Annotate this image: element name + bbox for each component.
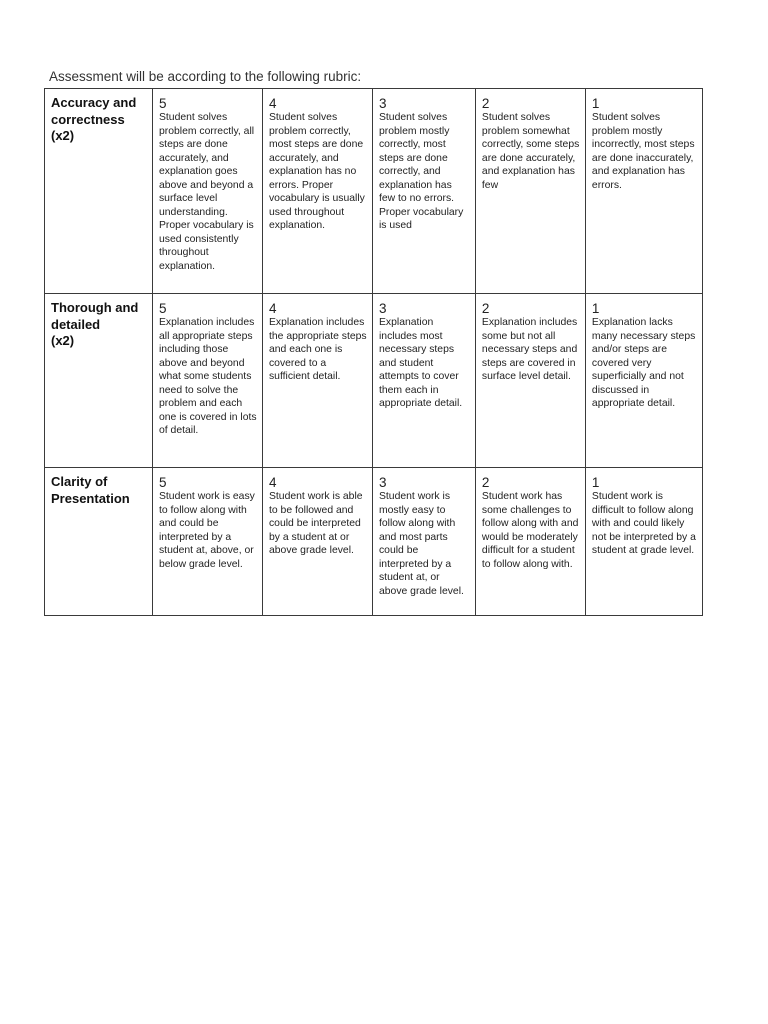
score-cell-4 — [262, 89, 372, 294]
score-value: 5 — [158, 96, 167, 111]
criterion-cell — [45, 468, 153, 616]
score-cell-4 — [262, 468, 372, 616]
rubric-row-clarity — [45, 468, 703, 616]
score-cell-5 — [152, 89, 262, 294]
rubric-table — [44, 88, 703, 616]
score-value: 2 — [481, 96, 490, 111]
criterion-cell — [45, 294, 153, 468]
score-value: 4 — [268, 301, 277, 316]
score-value: 3 — [378, 301, 387, 316]
score-description: Student work is able to be followed and could be interpreted by a student at or above grade level. — [268, 491, 363, 556]
score-cell-4 — [262, 294, 372, 468]
rubric-row-thorough — [45, 294, 703, 468]
score-description: Explanation includes all appropriate steps including those above and beyond what some students need to solve the problem and each one is covered in lots of detail. — [158, 317, 257, 436]
criterion-label: Thorough and detailed (x2) — [51, 300, 139, 348]
rubric-row-accuracy — [45, 89, 703, 294]
score-value: 2 — [481, 301, 490, 316]
score-description: Explanation includes the appropriate steps and each one is covered to a sufficient detail. — [268, 317, 367, 382]
score-value: 3 — [378, 475, 387, 490]
score-description: Student work has some challenges to follow along with and would be moderately difficult for a student to follow along with. — [481, 491, 579, 570]
score-value: 4 — [268, 475, 277, 490]
rubric-intro-text: Assessment will be according to the following rubric: — [49, 69, 362, 84]
score-cell-3 — [372, 294, 475, 468]
score-cell-2 — [475, 468, 585, 616]
score-cell-3 — [372, 468, 475, 616]
score-value: 1 — [591, 475, 600, 490]
score-description: Student work is difficult to follow along with and could likely not be interpreted by a student at grade level. — [591, 491, 696, 556]
score-description: Student work is easy to follow along with and could be interpreted by a student at, above, or below grade level. — [158, 491, 255, 570]
score-value: 4 — [268, 96, 277, 111]
score-value: 1 — [591, 96, 600, 111]
score-value: 5 — [158, 301, 167, 316]
score-cell-1 — [585, 89, 702, 294]
score-value: 5 — [158, 475, 167, 490]
score-description: Student work is mostly easy to follow along with and most parts could be interpreted by a student at, or above grade level. — [378, 491, 464, 597]
score-cell-5 — [152, 468, 262, 616]
score-description: Student solves problem mostly incorrectly, most steps are done inaccurately, and explanation has errors. — [591, 112, 695, 191]
score-cell-2 — [475, 89, 585, 294]
score-description: Student solves problem correctly, all steps are done accurately, and explanation goes above and beyond a surface level understanding. Proper vocabulary is used consistently throughout explanation. — [158, 112, 255, 272]
score-value: 2 — [481, 475, 490, 490]
score-cell-5 — [152, 294, 262, 468]
score-description: Student solves problem mostly correctly, most steps are done correctly, and explanation has few to no errors. Proper vocabulary is used — [378, 112, 464, 231]
score-cell-1 — [585, 294, 702, 468]
score-value: 3 — [378, 96, 387, 111]
criterion-label: Clarity of Presentation — [51, 474, 130, 506]
score-description: Student solves problem correctly, most steps are done accurately, and explanation has no errors. Proper vocabulary is usually used throughout explanation. — [268, 112, 365, 231]
score-description: Explanation lacks many necessary steps and/or steps are covered very superficially and not discussed in appropriate detail. — [591, 317, 696, 409]
score-description: Student solves problem somewhat correctly, some steps are done accurately, and explanation has few — [481, 112, 580, 191]
score-cell-2 — [475, 294, 585, 468]
score-cell-1 — [585, 468, 702, 616]
score-description: Explanation includes some but not all necessary steps and steps are covered in surface level detail. — [481, 317, 578, 382]
score-description: Explanation includes most necessary steps and student attempts to cover them each in appropriate detail. — [378, 317, 463, 409]
criterion-label: Accuracy and correctness (x2) — [51, 95, 137, 143]
score-value: 1 — [591, 301, 600, 316]
criterion-cell — [45, 89, 153, 294]
score-cell-3 — [372, 89, 475, 294]
